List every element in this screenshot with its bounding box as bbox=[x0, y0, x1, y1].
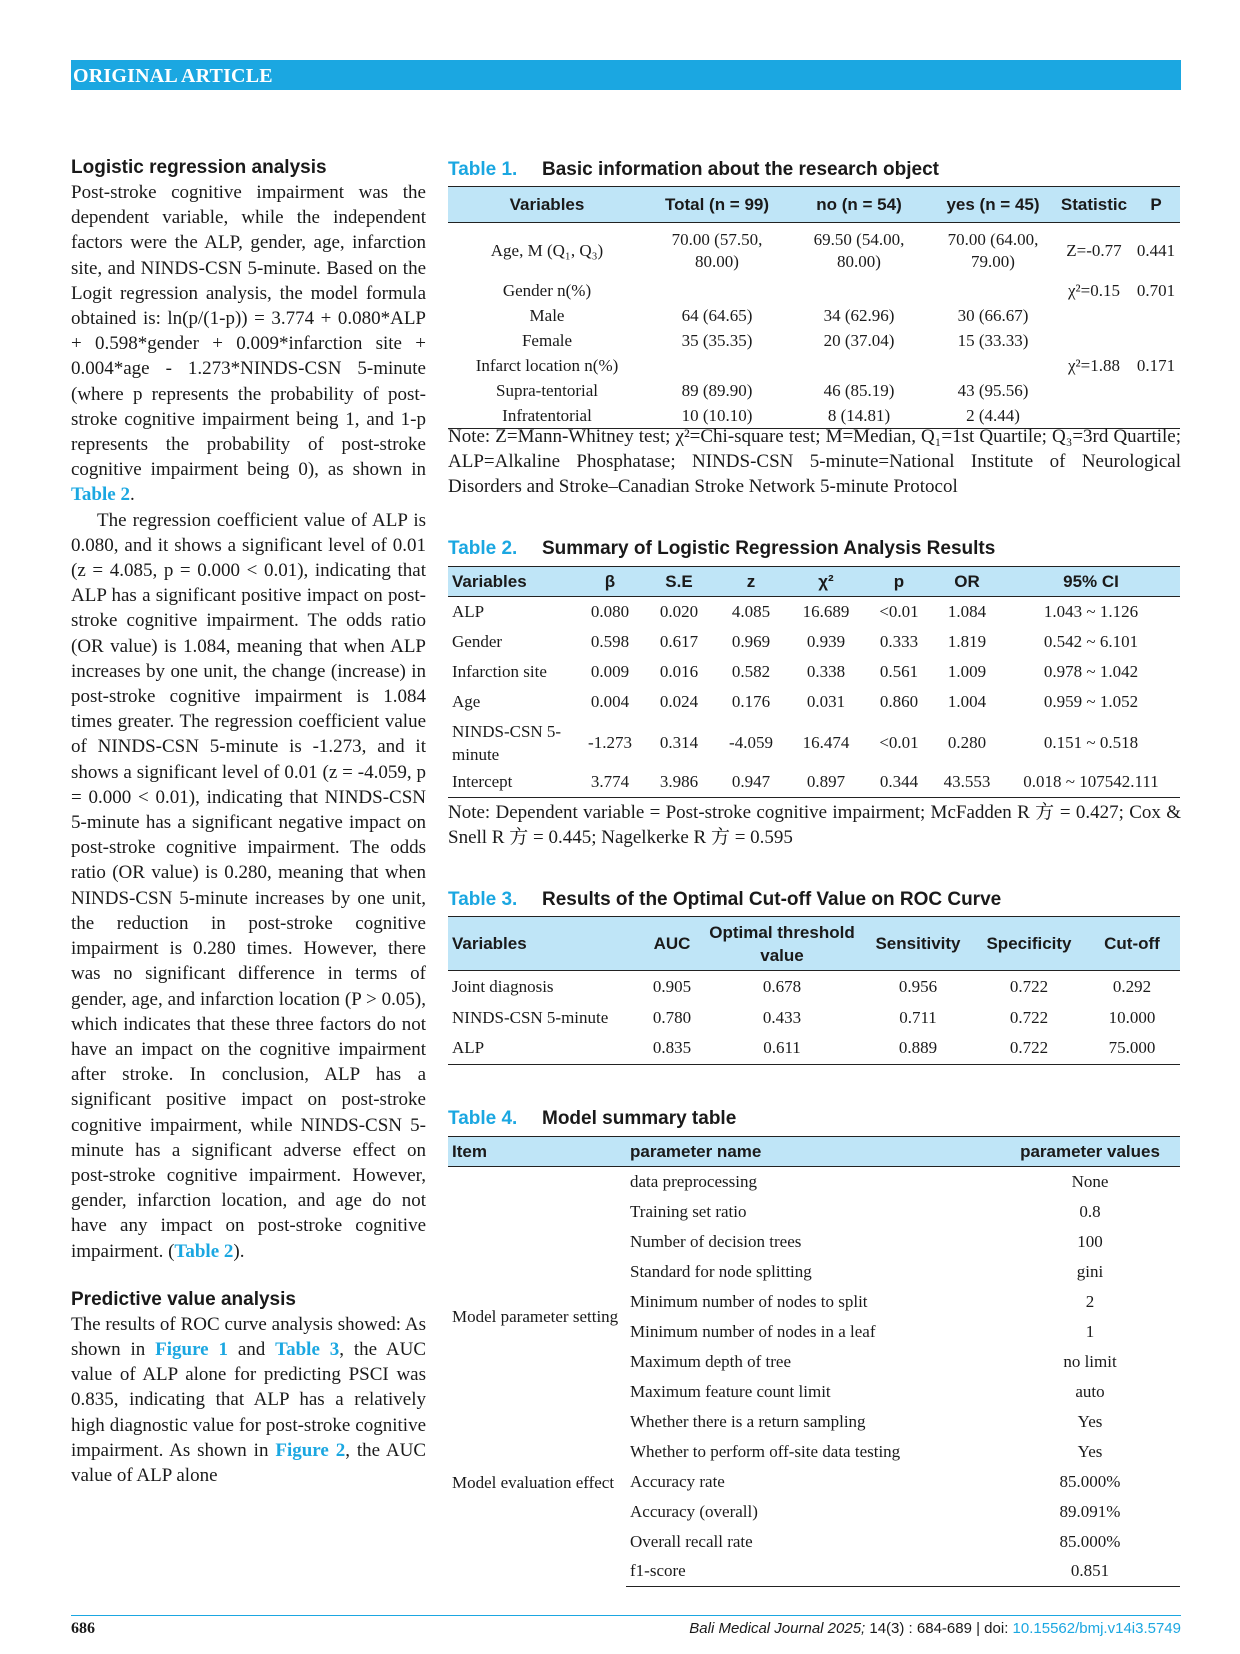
table1-note: Note: Z=Mann-Whitney test; χ²=Chi-square test; M=Median, Q₁=1st Quartile; Q₃=3rd Quartile; ALP=Alkaline Phosphatase; NINDS-CSN 5-minute=National Institute of Neurological Disorders and Stroke–Canadian Stroke Network 5-minute Protocol bbox=[448, 426, 1181, 497]
table-header-row bbox=[448, 567, 1180, 597]
table-cell: 3.986 bbox=[642, 768, 716, 798]
table-cell: 0.617 bbox=[659, 631, 699, 651]
section-title-predictive: Predictive value analysis bbox=[71, 1288, 296, 1310]
table-cell: 0.897 bbox=[786, 768, 866, 798]
table-cell: 34 (62.96) bbox=[823, 306, 895, 325]
table-cell bbox=[1132, 379, 1180, 404]
table3-link[interactable]: Table 3 bbox=[275, 1338, 340, 1360]
table-row bbox=[448, 1033, 1180, 1065]
table-cell: Minimum number of nodes in a leaf bbox=[630, 1321, 876, 1341]
table-cell: 0.835 bbox=[642, 1033, 702, 1065]
table-cell bbox=[930, 279, 1056, 304]
paragraph-model-formula: Post-stroke cognitive impairment was the dependent variable, while the independent factors were the ALP, gender, age, infarction site, and NINDS-CSN 5-minute. Based on the Logit regression analysis, the model formula obtained is: ln(p/(1-p)) = 3.774 + 0.080*ALP + 0.598*gender + 0.009*infarction site + 0.004*age - 1.273*NINDS-CSN 5-minute (where p represents the probability of post-stroke cognitive impairment being 1, and 1-p represents the probability of post-stroke cognitive impairment being 0), as shown in Table 2. bbox=[71, 182, 426, 506]
table-cell: 1.043 ~ 1.126 bbox=[1043, 601, 1139, 621]
table-cell: 0.292 bbox=[1112, 976, 1152, 996]
table-cell: Age bbox=[452, 692, 481, 711]
table-cell: 64 (64.65) bbox=[681, 306, 753, 325]
table-cell: 0.8 bbox=[1079, 1201, 1101, 1221]
table-cell: 0.542 ~ 6.101 bbox=[1043, 631, 1139, 651]
table-row bbox=[448, 971, 1180, 1003]
table-header-cell: Total (n = 99) bbox=[646, 187, 788, 223]
table-cell: 85.000% bbox=[1059, 1471, 1121, 1491]
table-cell: χ²=0.15 bbox=[1068, 281, 1120, 300]
table-cell: NINDS-CSN 5-minute bbox=[452, 721, 562, 764]
table-cell: 70.00 (57.50, 80.00) bbox=[671, 229, 763, 271]
table-cell: 0.004 bbox=[590, 692, 630, 711]
table-cell: Whether to perform off-site data testing bbox=[630, 1441, 901, 1461]
table-header-row bbox=[448, 187, 1180, 223]
table-header-cell: Variables bbox=[448, 187, 646, 223]
table-cell: 0.678 bbox=[762, 976, 802, 996]
table-cell bbox=[646, 354, 788, 379]
table4-title: Model summary table bbox=[542, 1108, 737, 1129]
table-cell: 43 (95.56) bbox=[957, 381, 1029, 400]
table-cell: f1-score bbox=[626, 1557, 1000, 1587]
table-cell: 30 (66.67) bbox=[957, 306, 1029, 325]
table2-link[interactable]: Table 2 bbox=[174, 1240, 234, 1262]
table-cell: NINDS-CSN 5-minute bbox=[452, 1007, 609, 1027]
table-cell: 0.722 bbox=[974, 1033, 1084, 1065]
table-cell: Training set ratio bbox=[630, 1201, 747, 1221]
table-cell: 0.611 bbox=[702, 1033, 862, 1065]
table-cell: Male bbox=[529, 306, 565, 325]
table-cell: <0.01 bbox=[879, 601, 919, 621]
table-cell: ALP bbox=[452, 601, 485, 621]
table-row bbox=[448, 354, 1180, 379]
left-column bbox=[71, 156, 426, 1488]
table-cell: Standard for node splitting bbox=[630, 1261, 812, 1281]
table-cell: Female bbox=[521, 331, 573, 350]
table-cell: 85.000% bbox=[1059, 1531, 1121, 1551]
table-cell: Overall recall rate bbox=[630, 1531, 753, 1551]
table-header-cell: parameter values bbox=[1000, 1137, 1180, 1167]
group-label-evaluation-effect: Model evaluation effect bbox=[452, 1472, 615, 1492]
table-cell: Whether there is a return sampling bbox=[630, 1411, 866, 1431]
table-header-cell: Statistic bbox=[1056, 187, 1132, 223]
table-cell bbox=[1056, 329, 1132, 354]
journal-volume: 14(3) : 684-689 | doi: bbox=[865, 1620, 1013, 1637]
table-cell: None bbox=[1071, 1171, 1109, 1191]
table-header-cell: p bbox=[866, 567, 932, 597]
table-cell: Infratentorial bbox=[448, 404, 646, 429]
table2-link[interactable]: Table 2 bbox=[71, 484, 130, 506]
table3 bbox=[448, 916, 1180, 1065]
table-header-row bbox=[448, 917, 1180, 971]
table-cell: 89 (89.90) bbox=[681, 381, 753, 400]
page-number: 686 bbox=[71, 1620, 95, 1637]
table-cell: 0.860 bbox=[879, 692, 919, 711]
table-cell: 0.016 bbox=[659, 661, 699, 681]
footer-rule bbox=[71, 1615, 1181, 1616]
table-cell: 0.598 bbox=[590, 631, 630, 651]
group-label-parameter-setting: Model parameter setting bbox=[452, 1307, 619, 1327]
table-cell: 10 (10.10) bbox=[646, 404, 788, 429]
table2-note: Note: Dependent variable = Post-stroke cognitive impairment; McFadden R 方 = 0.427; Cox & Snell R 方 = 0.445; Nagelkerke R 方 = 0.595 bbox=[448, 802, 1181, 848]
table-cell: 0.151 ~ 0.518 bbox=[1043, 733, 1139, 752]
table-cell: ALP bbox=[448, 1033, 642, 1065]
table-cell: 2 bbox=[1085, 1291, 1095, 1311]
table-row bbox=[448, 279, 1180, 304]
table-cell: Gender n(%) bbox=[502, 281, 592, 300]
table-cell: 0.280 bbox=[947, 733, 987, 752]
table-cell: Maximum depth of tree bbox=[630, 1351, 791, 1371]
table-cell: -4.059 bbox=[729, 733, 773, 752]
table-header-cell: Cut-off bbox=[1084, 917, 1180, 971]
table-row bbox=[448, 379, 1180, 404]
table-cell: 16.474 bbox=[802, 733, 850, 752]
table1 bbox=[448, 186, 1180, 429]
table-cell bbox=[1132, 304, 1180, 329]
table-cell: 0.978 ~ 1.042 bbox=[1043, 661, 1139, 681]
table-cell: Gender bbox=[452, 631, 503, 651]
table-cell: 0.701 bbox=[1136, 281, 1176, 300]
table-cell: 100 bbox=[1077, 1231, 1103, 1251]
table-cell: Accuracy (overall) bbox=[630, 1501, 758, 1521]
table-cell: 20 (37.04) bbox=[823, 331, 895, 350]
table-row bbox=[448, 329, 1180, 354]
table-cell: 0.959 ~ 1.052 bbox=[1043, 692, 1139, 711]
table-cell: 1.819 bbox=[947, 631, 987, 651]
table-cell: 3.774 bbox=[578, 768, 642, 798]
table-cell: 0.889 bbox=[862, 1033, 974, 1065]
table-row bbox=[448, 768, 1180, 798]
table-header-cell: P bbox=[1132, 187, 1180, 223]
table-header-cell: yes (n = 45) bbox=[930, 187, 1056, 223]
table-cell: 0.956 bbox=[898, 976, 938, 996]
table-cell: 8 (14.81) bbox=[788, 404, 930, 429]
section-title-logistic: Logistic regression analysis bbox=[71, 157, 327, 178]
journal-citation bbox=[689, 1620, 1181, 1637]
table-header-cell: β bbox=[578, 567, 642, 597]
table-cell: 75.000 bbox=[1084, 1033, 1180, 1065]
table-cell: 10.000 bbox=[1108, 1007, 1156, 1027]
table-cell: 0.080 bbox=[590, 601, 630, 621]
table-cell: Age, M (Q₁, Q₃) bbox=[490, 240, 604, 260]
table-header-cell: χ² bbox=[786, 567, 866, 597]
table-cell: Minimum number of nodes to split bbox=[630, 1291, 868, 1311]
table-cell bbox=[646, 279, 788, 304]
table-header-cell: Item bbox=[448, 1137, 626, 1167]
table-row bbox=[448, 304, 1180, 329]
journal-name: Bali Medical Journal 2025; bbox=[689, 1620, 866, 1637]
table-cell bbox=[788, 354, 930, 379]
table-cell: 0.018 ~ 107542.111 bbox=[1002, 768, 1180, 798]
table-cell: Yes bbox=[1077, 1441, 1103, 1461]
table-cell bbox=[1056, 304, 1132, 329]
table-cell: Accuracy rate bbox=[630, 1471, 725, 1491]
table2-title: Summary of Logistic Regression Analysis Results bbox=[542, 538, 996, 559]
table-cell: 0.441 bbox=[1136, 240, 1176, 260]
table-row bbox=[448, 718, 1180, 768]
table-cell: 0.020 bbox=[659, 601, 699, 621]
table-cell: 0.333 bbox=[879, 631, 919, 651]
table-row bbox=[448, 687, 1180, 718]
table-header-cell: z bbox=[716, 567, 786, 597]
table-cell: <0.01 bbox=[879, 733, 919, 752]
table-cell: 0.711 bbox=[899, 1007, 937, 1027]
table-cell: 0.722 bbox=[1009, 976, 1049, 996]
table1-label: Table 1. bbox=[448, 159, 518, 180]
paragraph-coefficients: The regression coefficient value of ALP is 0.080, and it shows a significant level of 0.01 (z = 4.085, p = 0.000 < 0.01), indicating that ALP has a significant positive impact on post-stroke cognitive impairment. The odds ratio (OR value) is 1.084, meaning that when ALP increases by one unit, the change (increase) in post-stroke cognitive impairment is 1.084 times greater. The regression coefficient value of NINDS-CSN 5-minute is -1.273, and it shows a significant level of 0.01 (z = -4.059, p = 0.000 < 0.01), indicating that NINDS-CSN 5-minute has a significant negative impact on post-stroke cognitive impairment. The odds ratio (OR value) is 0.280, meaning that when NINDS-CSN 5-minute increases by one unit, the reduction in post-stroke cognitive impairment is 0.280 times. However, there was no significant difference in terms of gender, age, and infarction location (P > 0.05), which indicates that these three factors do not have an impact on the cognitive impairment after stroke. In conclusion, ALP has a significant positive impact on post-stroke cognitive impairment, while NINDS-CSN 5-minute has a significant adverse effect on post-stroke cognitive impairment. However, gender, infarction location, and age do not have any impact on post-stroke cognitive impairment. (Table 2). bbox=[71, 509, 426, 1262]
table-cell: 15 (33.33) bbox=[957, 331, 1029, 350]
table-header-row bbox=[448, 1137, 1180, 1167]
table-cell: 0.722 bbox=[1009, 1007, 1049, 1027]
table3-label: Table 3. bbox=[448, 889, 518, 910]
table3-title: Results of the Optimal Cut-off Value on ROC Curve bbox=[542, 889, 1002, 910]
table-header-cell: 95% CI bbox=[1002, 567, 1180, 597]
table-cell bbox=[1056, 379, 1132, 404]
table-cell: 0.561 bbox=[879, 661, 919, 681]
table-row bbox=[448, 223, 1180, 279]
table-cell: Z=-0.77 bbox=[1066, 240, 1122, 260]
table-cell: 1.004 bbox=[947, 692, 987, 711]
table2 bbox=[448, 566, 1180, 798]
table-cell: 0.344 bbox=[866, 768, 932, 798]
table-header-cell: no (n = 54) bbox=[788, 187, 930, 223]
table-cell: Yes bbox=[1077, 1411, 1103, 1431]
table1-title: Basic information about the research object bbox=[542, 159, 939, 180]
figure1-link[interactable]: Figure 1 bbox=[155, 1338, 228, 1360]
table-cell: 0.009 bbox=[590, 661, 630, 681]
table-cell: 2 (4.44) bbox=[930, 404, 1056, 429]
table-cell: Supra-tentorial bbox=[496, 381, 598, 400]
table-cell: no limit bbox=[1063, 1351, 1117, 1371]
table-header-cell: Sensitivity bbox=[862, 917, 974, 971]
table-cell: 1.084 bbox=[947, 601, 987, 621]
table-row bbox=[448, 1003, 1180, 1033]
table-cell: gini bbox=[1076, 1261, 1104, 1281]
table-cell: 0.176 bbox=[731, 692, 771, 711]
table-cell bbox=[788, 279, 930, 304]
table-cell: 4.085 bbox=[731, 601, 771, 621]
table-header-cell: Variables bbox=[448, 917, 642, 971]
section-banner bbox=[71, 60, 1181, 90]
table-row bbox=[448, 657, 1180, 687]
table-cell: 0.433 bbox=[762, 1007, 802, 1027]
table-cell: 0.031 bbox=[806, 692, 846, 711]
table-cell: 0.947 bbox=[716, 768, 786, 798]
table-row bbox=[448, 627, 1180, 657]
table-cell: 0.171 bbox=[1136, 356, 1176, 375]
table-header-cell: OR bbox=[932, 567, 1002, 597]
table-header-cell: S.E bbox=[642, 567, 716, 597]
table-header-cell: Variables bbox=[448, 567, 578, 597]
table-cell: Infarction site bbox=[452, 661, 547, 681]
table-cell: 1 bbox=[1085, 1321, 1095, 1341]
table-header-cell: parameter name bbox=[626, 1137, 1000, 1167]
table1-caption bbox=[448, 158, 939, 182]
table-cell bbox=[930, 354, 1056, 379]
table-header-cell: AUC bbox=[642, 917, 702, 971]
table2-label: Table 2. bbox=[448, 538, 518, 559]
table-cell: 1.009 bbox=[947, 661, 987, 681]
table-cell: 46 (85.19) bbox=[823, 381, 895, 400]
table-header-cell: Specificity bbox=[974, 917, 1084, 971]
table-cell: 0.338 bbox=[806, 661, 846, 681]
table4 bbox=[448, 1136, 1180, 1587]
table-cell: 0.024 bbox=[659, 692, 699, 711]
paragraph-roc: The results of ROC curve analysis showed: As shown in Figure 1 and Table 3, the AUC value of ALP alone for predicting PSCI was 0.835, indicating that ALP has a relatively high diagnostic value for post-stroke cognitive impairment. As shown in Figure 2, the AUC value of ALP alone bbox=[71, 1313, 427, 1486]
table-cell: 0.905 bbox=[652, 976, 692, 996]
table-cell: Intercept bbox=[448, 768, 578, 798]
banner-label: ORIGINAL ARTICLE bbox=[73, 65, 273, 87]
table-cell: 35 (35.35) bbox=[681, 331, 753, 350]
table-cell: 0.969 bbox=[731, 631, 771, 651]
table-row bbox=[448, 1167, 1180, 1197]
table-cell bbox=[1132, 329, 1180, 354]
table-header-cell: Optimal threshold value bbox=[702, 917, 862, 971]
table-cell: 0.851 bbox=[1000, 1557, 1180, 1587]
table-cell: 89.091% bbox=[1059, 1501, 1121, 1521]
table-cell: 0.582 bbox=[731, 661, 771, 681]
table-row bbox=[448, 597, 1180, 627]
figure2-link[interactable]: Figure 2 bbox=[275, 1439, 346, 1461]
table-row bbox=[448, 1467, 1180, 1497]
table-cell: 16.689 bbox=[802, 601, 850, 621]
table-cell: auto bbox=[1075, 1381, 1105, 1401]
table-cell: χ²=1.88 bbox=[1068, 356, 1120, 375]
table2-caption bbox=[448, 537, 995, 561]
table-cell: Joint diagnosis bbox=[452, 976, 554, 996]
table-cell: data preprocessing bbox=[630, 1171, 757, 1191]
table-cell: Infarct location n(%) bbox=[475, 356, 619, 375]
doi-link[interactable]: 10.15562/bmj.v14i3.5749 bbox=[1012, 1620, 1181, 1637]
table-cell: 69.50 (54.00, 80.00) bbox=[813, 229, 905, 271]
table-cell: 0.939 bbox=[806, 631, 846, 651]
table-cell: Number of decision trees bbox=[630, 1231, 802, 1251]
table-cell: 0.314 bbox=[659, 733, 699, 752]
table4-label: Table 4. bbox=[448, 1108, 518, 1129]
table-cell: Maximum feature count limit bbox=[630, 1381, 831, 1401]
table-cell: 43.553 bbox=[932, 768, 1002, 798]
table-cell: 0.780 bbox=[652, 1007, 692, 1027]
table3-caption bbox=[448, 888, 1001, 912]
table-cell: 70.00 (64.00, 79.00) bbox=[947, 229, 1039, 271]
table4-caption bbox=[448, 1107, 736, 1131]
table-cell: -1.273 bbox=[588, 733, 632, 752]
